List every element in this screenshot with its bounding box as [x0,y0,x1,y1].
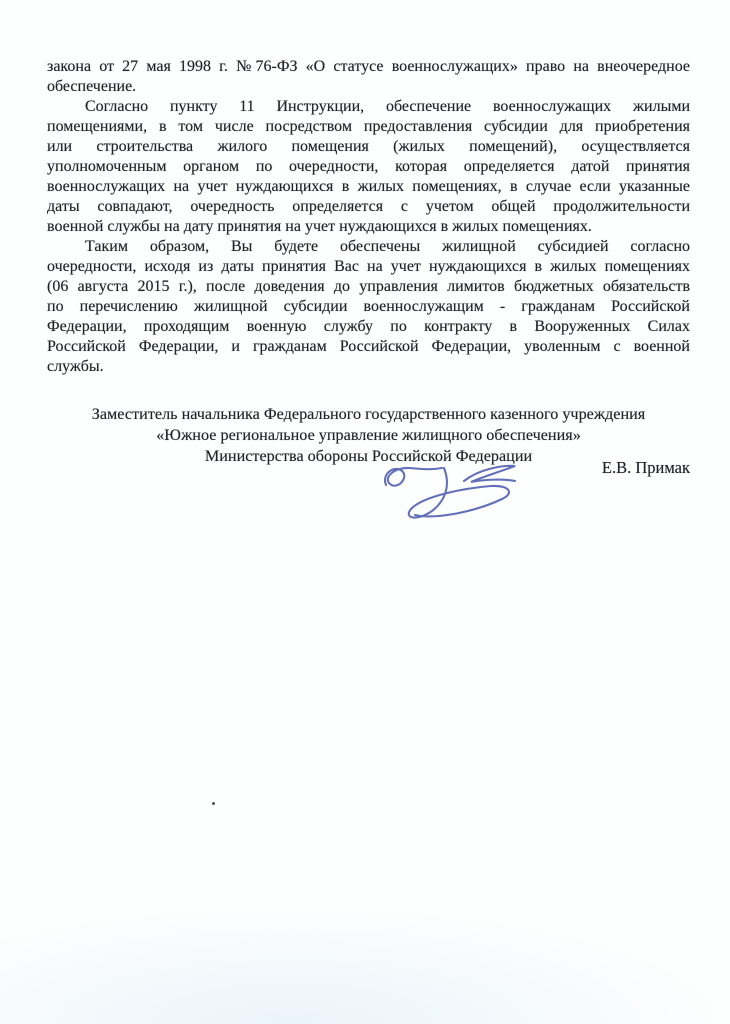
ink-dot-artifact [212,802,215,805]
text-line: военной службы на дату принятия на учет нуждающихся в жилых помещениях. [47,218,592,235]
text-line: обеспечение. [47,78,137,95]
text-line: Федерации, проходящим военную службу по контракту в Вооруженных Силах [47,318,690,335]
text-line: уполномоченным органом по очередности, которая определяется датой принятия [47,158,690,175]
text-line: или строительства жилого помещения (жилых помещений), осуществляется [47,138,690,155]
text-line: закона от 27 мая 1998 г. №76-ФЗ «О статусе военнослужащих» право на внеочередное [47,58,690,75]
signer-title-line: Заместитель начальника Федерального государственного казенного учреждения [91,405,646,423]
text-line: военнослужащих на учет нуждающихся в жилых помещениях, в случае если указанные [47,178,690,195]
text-line: очередности, исходя из даты принятия Вас на учет нуждающихся в жилых помещениях [47,258,690,275]
signer-title-line: «Южное региональное управление жилищного обеспечения» [156,426,581,444]
text-line: даты совпадают, очередность определяется с учетом общей продолжительности [47,198,690,215]
text-line: Таким образом, Вы будете обеспечены жилищной субсидией согласно [85,238,690,255]
text-line: службы. [47,358,104,375]
paragraph [47,237,690,377]
text-line: Согласно пункту 11 Инструкции, обеспечение военнослужащих жилыми [85,98,690,115]
letter-body [47,57,690,377]
text-line: помещениями, в том числе посредством предоставления субсидии для приобретения [47,118,690,135]
paragraph [47,57,690,97]
signer-name: Е.В. Примак [601,458,690,477]
text-line: (06 августа 2015 г.), после доведения до управления лимитов бюджетных обязательств [47,278,690,295]
text-line: Российской Федерации, и гражданам Российской Федерации, уволенным с военной [47,338,690,355]
scan-noise [0,904,730,1024]
paragraph [47,97,690,237]
text-line: по перечислению жилищной субсидии военнослужащим - гражданам Российской [47,298,690,315]
signer-title-line: Министерства обороны Российской Федерации [204,447,533,465]
